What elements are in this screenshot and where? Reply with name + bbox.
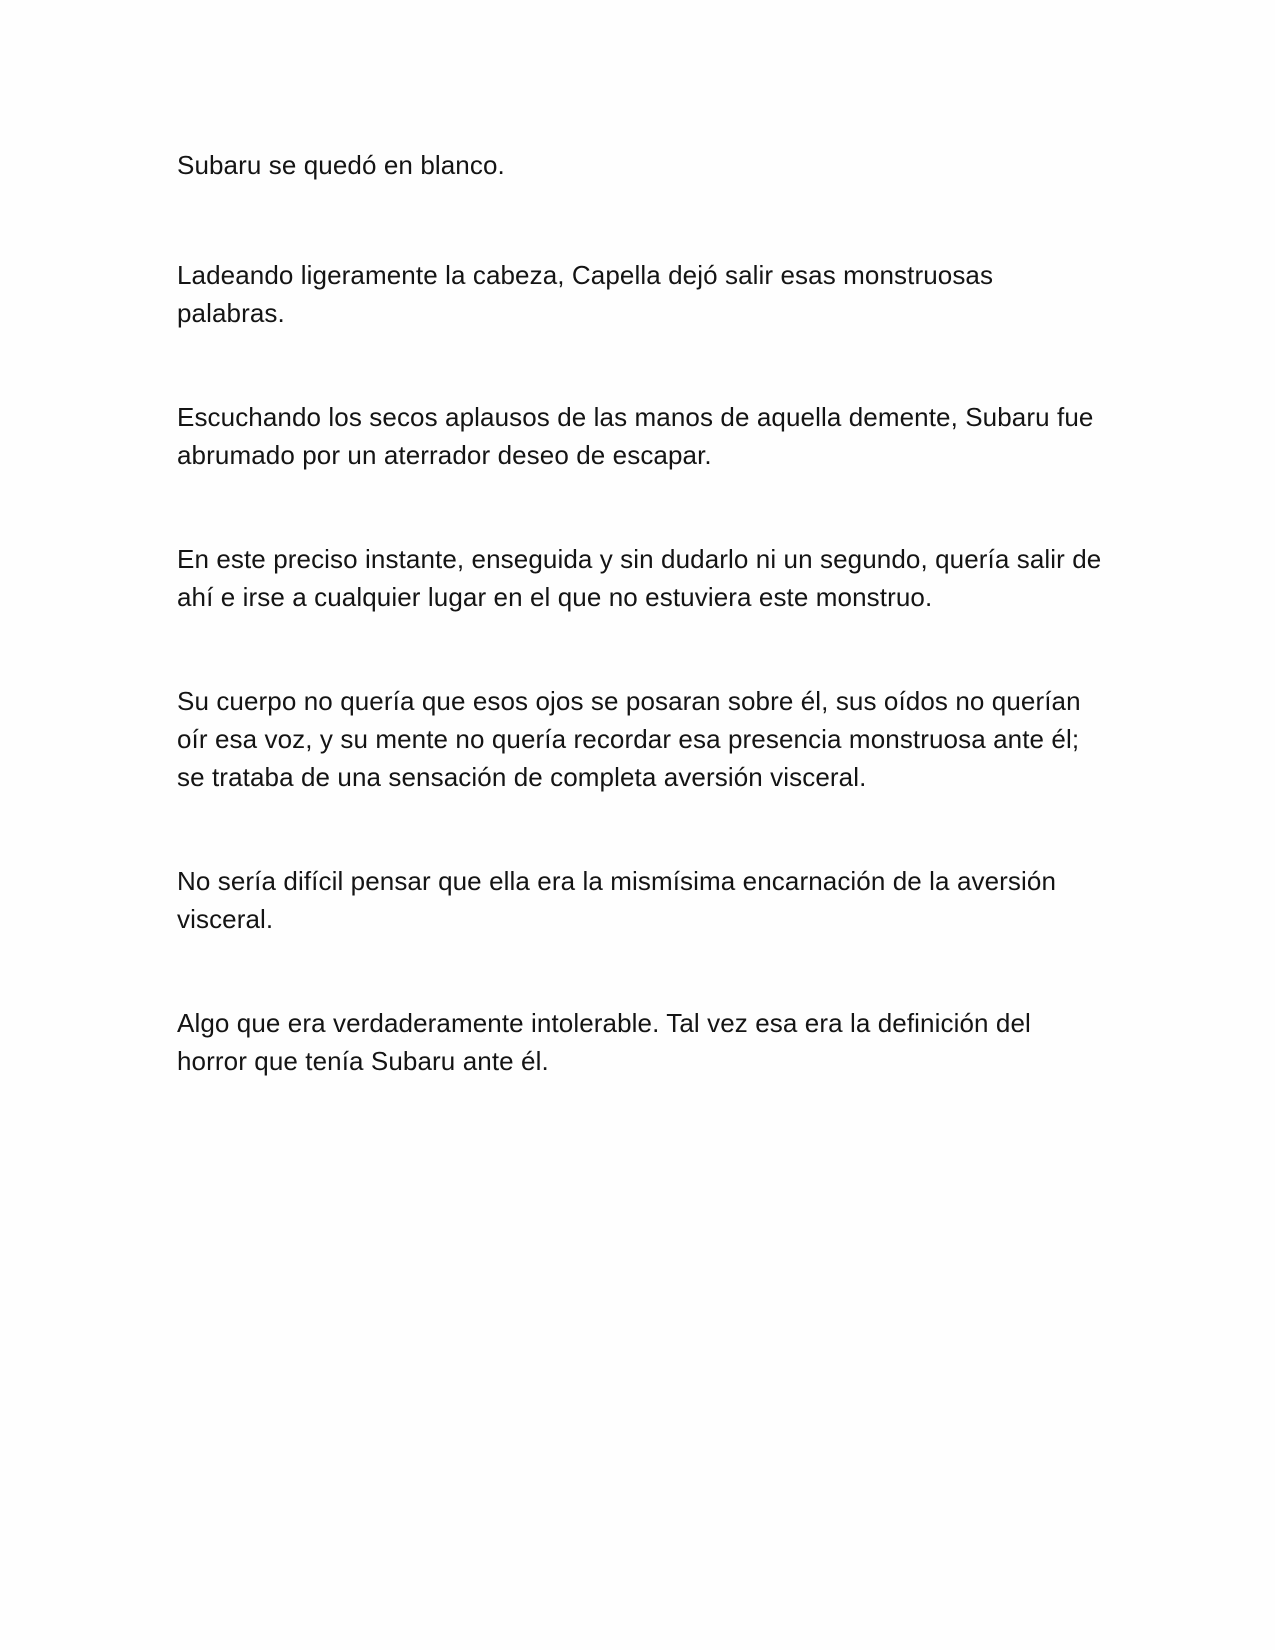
paragraph-6: No sería difícil pensar que ella era la mismísima encarnación de la aversión visceral.	[177, 866, 1057, 934]
paragraph-1: Subaru se quedó en blanco.	[177, 150, 505, 180]
paragraph-5: Su cuerpo no quería que esos ojos se posaran sobre él, sus oídos no querían oír esa voz, y su mente no quería recordar esa presencia monstruosa ante él; se trataba de una sensación de completa aversión visceral.	[177, 686, 1081, 792]
paragraph-4: En este preciso instante, enseguida y sin dudarlo ni un segundo, quería salir de ahí e irse a cualquier lugar en el que no estuviera este monstruo.	[177, 544, 1102, 612]
document-body	[177, 146, 1107, 1080]
paragraph-2: Ladeando ligeramente la cabeza, Capella dejó salir esas monstruosas palabras.	[177, 260, 994, 328]
paragraph-7: Algo que era verdaderamente intolerable. Tal vez esa era la definición del horror que tenía Subaru ante él.	[177, 1008, 1031, 1076]
paragraph-3: Escuchando los secos aplausos de las manos de aquella demente, Subaru fue abrumado por un aterrador deseo de escapar.	[177, 402, 1094, 470]
